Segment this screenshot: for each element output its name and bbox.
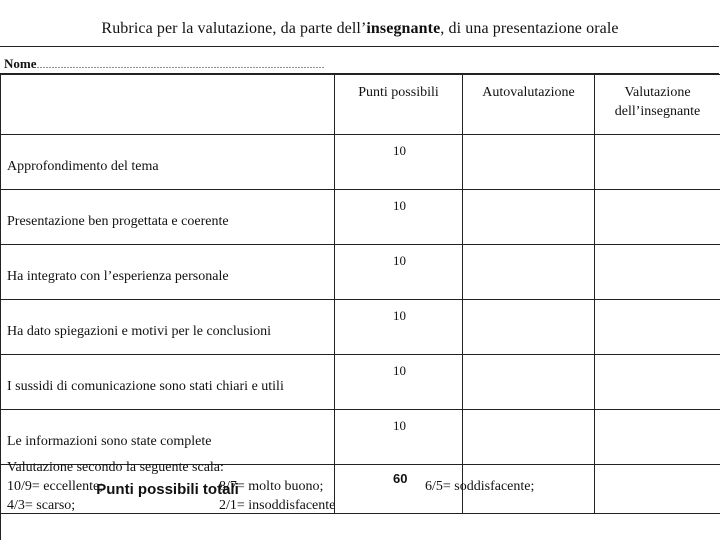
title-text-bold: insegnante xyxy=(366,20,441,37)
criterion-cell: Le informazioni sono state complete xyxy=(1,410,335,465)
header-teacher-line2: dell’insegnante xyxy=(614,104,701,119)
name-dotted-line[interactable]: …………………………………………………………………………………… xyxy=(36,60,325,70)
points-cell: 10 xyxy=(335,135,463,190)
scale-item-poor: 4/3= scarso; xyxy=(7,498,76,513)
criterion-cell: Approfondimento del tema xyxy=(1,135,335,190)
teacher-score-cell[interactable] xyxy=(595,135,720,190)
points-cell: 10 xyxy=(335,355,463,410)
scale-item-unsatisfactory: 2/1= insoddisfacente xyxy=(219,498,336,513)
table-row xyxy=(1,190,720,245)
page-title xyxy=(0,20,720,38)
table-row xyxy=(1,300,720,355)
self-score-cell[interactable] xyxy=(463,190,595,245)
name-label: Nome xyxy=(4,56,37,71)
teacher-score-cell[interactable] xyxy=(595,300,720,355)
self-score-cell[interactable] xyxy=(463,245,595,300)
criterion-cell: Ha integrato con l’esperienza personale xyxy=(1,245,335,300)
teacher-score-cell[interactable] xyxy=(595,245,720,300)
scale-item-satisfactory: 6/5= soddisfacente; xyxy=(425,479,535,494)
scale-intro: Valutazione secondo la seguente scala: xyxy=(7,460,224,475)
title-text-start: Rubrica per la valutazione, da parte dell’ xyxy=(101,20,367,37)
points-cell: 10 xyxy=(335,245,463,300)
header-teacher-assessment xyxy=(595,75,720,135)
criterion-cell: Ha dato spiegazioni e motivi per le conclusioni xyxy=(1,300,335,355)
table-header-row xyxy=(1,75,720,135)
criterion-cell: I sussidi di comunicazione sono stati chiari e utili xyxy=(1,355,335,410)
scale-item-excellent: 10/9= eccellente; xyxy=(7,479,104,494)
total-value: 60 xyxy=(335,465,463,514)
name-field[interactable] xyxy=(0,46,719,74)
rating-scale xyxy=(0,441,720,540)
self-score-cell[interactable] xyxy=(463,300,595,355)
self-score-cell[interactable] xyxy=(463,355,595,410)
header-criteria-cell xyxy=(1,75,335,135)
points-cell: 10 xyxy=(335,300,463,355)
header-points: Punti possibili xyxy=(335,75,463,135)
scale-item-very-good: 8/7= molto buono; xyxy=(219,479,324,494)
self-score-cell[interactable] xyxy=(463,135,595,190)
criterion-cell: Presentazione ben progettata e coerente xyxy=(1,190,335,245)
table-row xyxy=(1,355,720,410)
table-row xyxy=(1,245,720,300)
points-cell: 10 xyxy=(335,190,463,245)
table-row xyxy=(1,135,720,190)
points-cell: 10 xyxy=(335,410,463,465)
total-label: Punti possibili totali xyxy=(1,465,335,514)
teacher-score-cell[interactable] xyxy=(595,355,720,410)
teacher-score-cell[interactable] xyxy=(595,190,720,245)
header-self-assessment: Autovalutazione xyxy=(463,75,595,135)
title-text-end: , di una presentazione orale xyxy=(440,20,619,37)
header-teacher-line1: Valutazione xyxy=(624,85,691,100)
